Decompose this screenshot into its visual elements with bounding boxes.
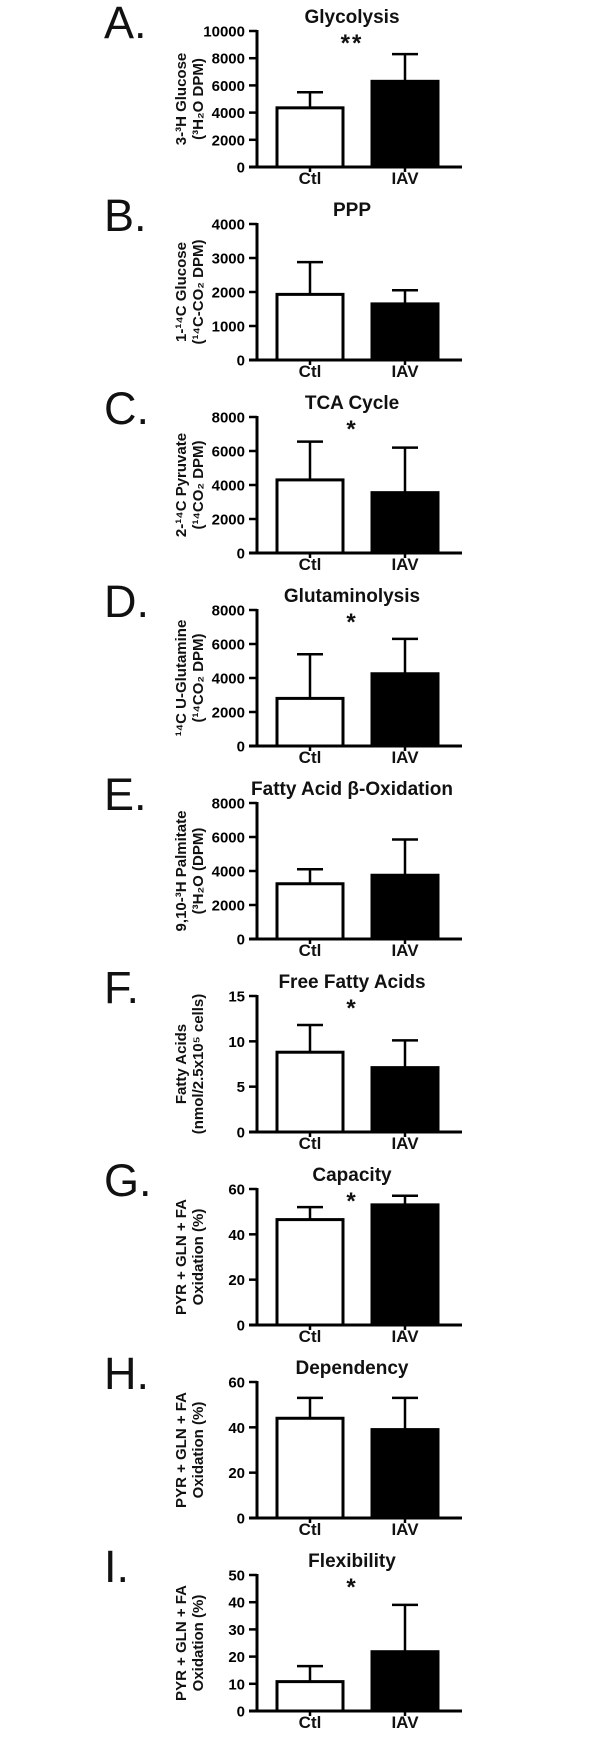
y-tick-label: 40 [228, 1594, 245, 1612]
bar-ctl [277, 108, 343, 167]
x-category-label-ctl: Ctl [298, 555, 322, 574]
bar-iav [372, 1652, 438, 1711]
y-tick-label: 20 [228, 1272, 245, 1290]
y-tick-label: 4000 [211, 670, 245, 688]
y-axis-label-line1: 3-³H Glucose [173, 52, 190, 146]
bar-chart-canvas [0, 1348, 600, 1544]
figure-panel-g [0, 1155, 600, 1351]
bar-iav [372, 1430, 438, 1518]
x-category-label-ctl: Ctl [298, 362, 322, 381]
chart-title: PPP [332, 200, 372, 221]
y-axis-label-line2: (³H₂O DPM) [190, 58, 207, 140]
y-tick-label: 10 [228, 1033, 245, 1051]
bar-iav [372, 81, 438, 167]
figure-panel-f [0, 962, 600, 1158]
panel-letter-label: D. [104, 576, 149, 627]
y-tick-label: 10000 [203, 23, 245, 41]
panel-letter-label: I. [104, 1541, 130, 1592]
y-tick-label: 40 [228, 1419, 245, 1437]
y-axis-label-line2: (¹⁴CO₂ DPM) [190, 633, 207, 723]
y-tick-label: 2000 [211, 284, 245, 302]
bar-chart-canvas [0, 962, 600, 1158]
y-tick-label: 60 [228, 1374, 245, 1392]
figure-panel-d [0, 576, 600, 772]
y-tick-label: 2000 [211, 897, 245, 915]
y-tick-label: 4000 [211, 863, 245, 881]
y-axis-label-line1: ¹⁴C U-Glutamine [173, 619, 190, 737]
y-tick-label: 6000 [211, 829, 245, 847]
significance-marker: * [346, 609, 358, 636]
bar-ctl [277, 1682, 343, 1711]
y-tick-label: 0 [236, 352, 245, 370]
y-axis-label-line1: 2-¹⁴C Pyruvate [173, 432, 190, 538]
y-axis-label-line2: (nmol/2.5x10⁵ cells) [190, 993, 207, 1135]
y-tick-label: 8000 [211, 795, 245, 813]
y-axis-label-line2: (³H₂O (DPM) [190, 827, 207, 915]
y-tick-label: 30 [228, 1621, 245, 1639]
y-axis-label-line1: PYR + GLN + FA [173, 1585, 190, 1701]
y-tick-label: 0 [236, 1703, 245, 1721]
x-category-label-ctl: Ctl [298, 1713, 322, 1732]
figure-panel-b [0, 190, 600, 386]
y-tick-label: 2000 [211, 704, 245, 722]
y-axis-label-line2: Oxidation (%) [190, 1594, 207, 1692]
y-tick-label: 4000 [211, 477, 245, 495]
y-tick-label: 6000 [211, 443, 245, 461]
y-tick-label: 5 [236, 1079, 245, 1097]
y-tick-label: 6000 [211, 636, 245, 654]
panel-letter-label: F. [104, 962, 140, 1013]
figure-panel-e [0, 769, 600, 965]
chart-title: Glutaminolysis [283, 586, 421, 607]
chart-title: Free Fatty Acids [278, 972, 426, 993]
y-tick-label: 20 [228, 1465, 245, 1483]
y-tick-label: 2000 [211, 132, 245, 150]
figure-panel-i [0, 1541, 600, 1737]
panel-letter-label: B. [104, 190, 147, 241]
x-category-label-iav: IAV [391, 362, 419, 381]
panel-letter-label: A. [104, 0, 147, 48]
y-tick-label: 0 [236, 738, 245, 756]
y-axis-label-line2: Oxidation (%) [190, 1208, 207, 1306]
y-tick-label: 0 [236, 1317, 245, 1335]
bar-ctl [277, 480, 343, 553]
x-category-label-ctl: Ctl [298, 1327, 322, 1346]
y-tick-label: 15 [228, 988, 245, 1006]
y-tick-label: 8000 [211, 409, 245, 427]
y-tick-label: 0 [236, 159, 245, 177]
x-category-label-iav: IAV [391, 1520, 419, 1539]
panel-letter-label: H. [104, 1348, 149, 1399]
y-tick-label: 20 [228, 1649, 245, 1667]
significance-marker: ** [340, 30, 364, 57]
bar-chart-canvas [0, 0, 600, 193]
x-category-label-ctl: Ctl [298, 1520, 322, 1539]
significance-marker: * [346, 1574, 358, 1601]
x-category-label-iav: IAV [391, 1134, 419, 1153]
x-category-label-ctl: Ctl [298, 169, 322, 188]
chart-title: Fatty Acid β-Oxidation [251, 779, 453, 800]
y-axis-label-line2: (¹⁴C-CO₂ DPM) [190, 239, 207, 345]
figure-panel-a [0, 0, 600, 193]
significance-marker: * [346, 416, 358, 443]
y-tick-label: 1000 [211, 318, 245, 336]
x-category-label-ctl: Ctl [298, 748, 322, 767]
y-tick-label: 3000 [211, 250, 245, 268]
bar-iav [372, 304, 438, 360]
y-axis-label-line1: Fatty Acids [173, 1023, 190, 1105]
x-category-label-iav: IAV [391, 169, 419, 188]
bar-ctl [277, 1052, 343, 1132]
x-category-label-ctl: Ctl [298, 941, 322, 960]
bar-iav [372, 493, 438, 553]
panel-letter-label: C. [104, 383, 149, 434]
bar-chart-canvas [0, 576, 600, 772]
y-tick-label: 4000 [211, 105, 245, 123]
chart-title: Capacity [312, 1165, 392, 1186]
y-axis-label-line1: PYR + GLN + FA [173, 1199, 190, 1315]
y-tick-label: 8000 [211, 602, 245, 620]
y-axis-label-line2: Oxidation (%) [190, 1401, 207, 1499]
figure-panel-c [0, 383, 600, 579]
bar-chart-canvas [0, 190, 600, 386]
y-tick-label: 8000 [211, 50, 245, 68]
y-tick-label: 0 [236, 1510, 245, 1528]
bar-chart-canvas [0, 1541, 600, 1737]
chart-title: Flexibility [308, 1551, 396, 1572]
bar-chart-canvas [0, 769, 600, 965]
chart-title: Glycolysis [304, 7, 400, 28]
y-tick-label: 40 [228, 1226, 245, 1244]
figure-panel-h [0, 1348, 600, 1544]
bar-chart-canvas [0, 383, 600, 579]
chart-title: TCA Cycle [304, 393, 400, 414]
y-tick-label: 2000 [211, 511, 245, 529]
significance-marker: * [346, 995, 358, 1022]
y-tick-label: 0 [236, 931, 245, 949]
y-tick-label: 0 [236, 545, 245, 563]
bar-ctl [277, 1220, 343, 1325]
x-category-label-iav: IAV [391, 748, 419, 767]
y-axis-label-line1: 1-¹⁴C Glucose [173, 242, 190, 342]
x-category-label-iav: IAV [391, 941, 419, 960]
significance-marker: * [346, 1188, 358, 1215]
x-category-label-ctl: Ctl [298, 1134, 322, 1153]
y-tick-label: 6000 [211, 77, 245, 95]
bar-ctl [277, 698, 343, 746]
x-category-label-iav: IAV [391, 1327, 419, 1346]
bar-iav [372, 674, 438, 746]
bar-iav [372, 875, 438, 939]
y-axis-label-line2: (¹⁴CO₂ DPM) [190, 440, 207, 530]
y-tick-label: 4000 [211, 216, 245, 234]
bar-iav [372, 1068, 438, 1132]
x-category-label-iav: IAV [391, 1713, 419, 1732]
y-axis-label-line1: 9,10-³H Palmitate [173, 810, 190, 932]
y-tick-label: 50 [228, 1567, 245, 1585]
y-tick-label: 0 [236, 1124, 245, 1142]
bar-ctl [277, 294, 343, 360]
panel-letter-label: E. [104, 769, 147, 820]
chart-title: Dependency [295, 1358, 409, 1379]
bar-chart-canvas [0, 1155, 600, 1351]
x-category-label-iav: IAV [391, 555, 419, 574]
y-axis-label-line1: PYR + GLN + FA [173, 1392, 190, 1508]
y-tick-label: 10 [228, 1676, 245, 1694]
bar-ctl [277, 884, 343, 939]
bar-ctl [277, 1418, 343, 1518]
y-tick-label: 60 [228, 1181, 245, 1199]
bar-iav [372, 1205, 438, 1325]
panel-letter-label: G. [104, 1155, 152, 1206]
